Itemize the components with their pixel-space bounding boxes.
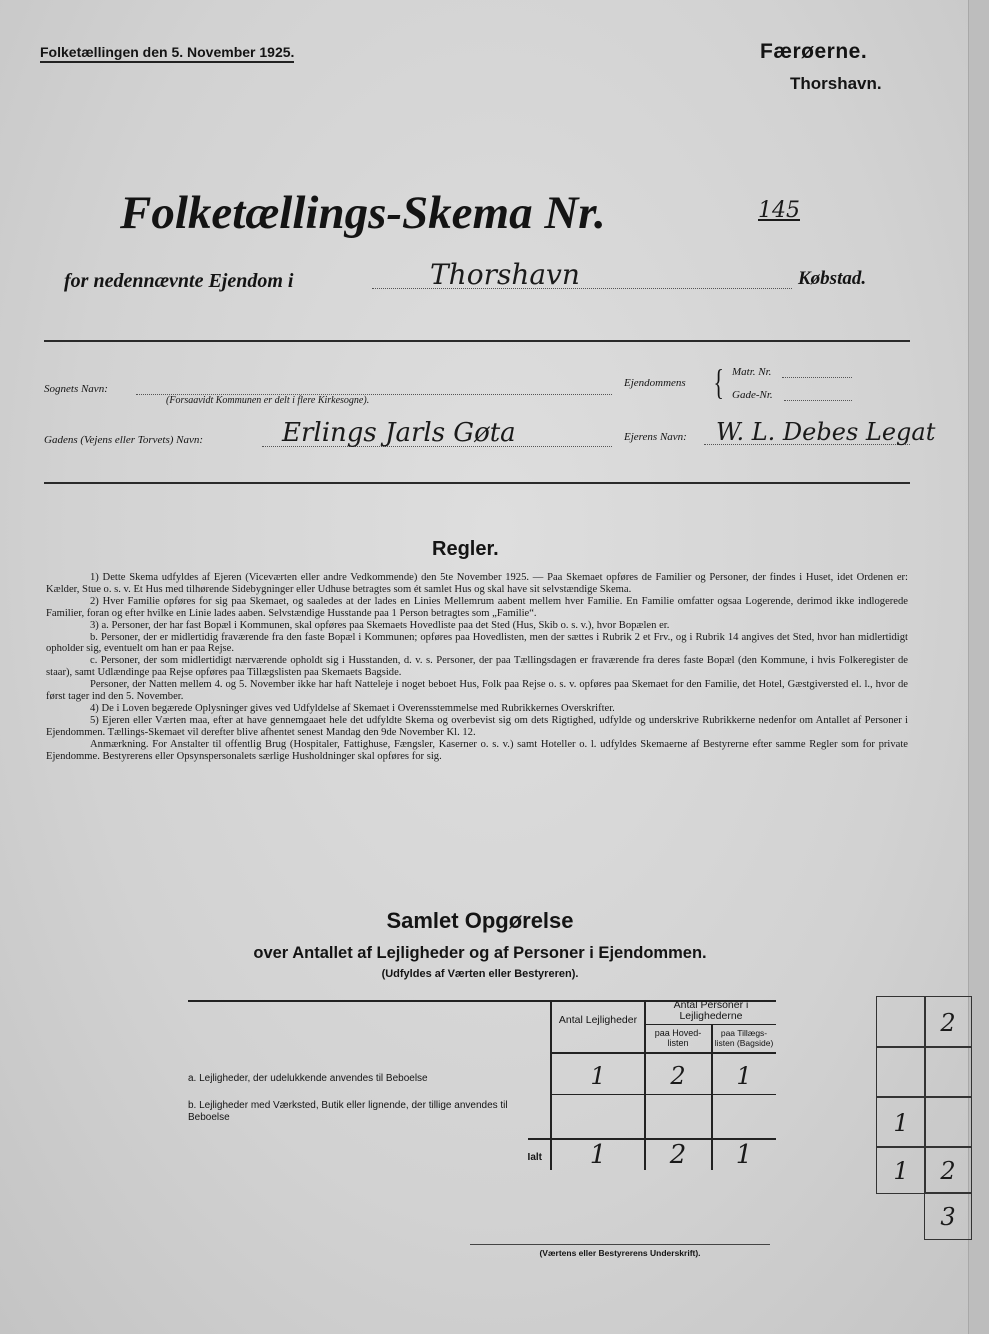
property-label: Ejendommens	[624, 377, 686, 389]
table-row-a-label: a. Lejligheder, der udelukkende anvendes til Beboelse	[188, 1073, 428, 1084]
table-row-b-label: b. Lejligheder med Værksted, Butik eller lignende, der tillige anvendes til Beboelse	[188, 1100, 508, 1123]
margin-cell-4	[924, 1046, 972, 1098]
rule-3a: 3) a. Personer, der har fast Bopæl i Kommunen, skal opføres paa Skemaets Hovedliste paa det Sted (Hus, Skib o. s. v.), hvor Bopælen er.	[90, 619, 670, 631]
col-header-main-list: paa Hoved-listen	[654, 1028, 702, 1048]
rule-3b: b. Personer, der er midlertidig fraværende fra den faste Bopæl i Kommunen; opføres paa Hovedlisten, men der sættes i Rubrik 2 et Frv., og i Rubrik 14 angives det Sted, hvor han midlertidigt opholder sig, eventuelt om han er paa Rejse.	[46, 631, 908, 655]
census-date-line: Folketællingen den 5. November 1925.	[40, 44, 294, 63]
margin-cell-1	[876, 996, 926, 1048]
gade-label: Gade-Nr.	[732, 389, 773, 401]
margin-cell-7: 1	[876, 1146, 926, 1194]
street-label: Gadens (Vejens eller Torvets) Navn:	[44, 434, 204, 446]
col-header-supp-list: paa Tillægs-listen (Bagside)	[714, 1028, 774, 1048]
total-main: 2	[669, 1140, 687, 1170]
margin-cell-3	[876, 1046, 926, 1098]
table-row-rule-1	[550, 1094, 776, 1095]
col-header-apartments: Antal Lejligheder	[558, 1014, 638, 1026]
owner-handwritten: W. L. Debes Legat	[716, 418, 936, 446]
gade-dotted-line	[784, 400, 852, 401]
summary-subheading: over Antallet af Lejligheder og af Personer i Ejendommen.	[253, 944, 707, 962]
for-property-line: for nedennævnte Ejendom i	[64, 270, 294, 292]
rule-3-night: Personer, der Natten mellem 4. og 5. November ikke har haft Natteleje i noget beboet Hus, Folk paa Rejse o. s. v. opføres paa Skemaet for den Familie, det Hotel, Gæstgiversted el. l., hvor de først tager ind den 5. November.	[46, 679, 908, 703]
rules-text	[46, 572, 908, 763]
margin-cell-9: 3	[924, 1192, 972, 1240]
table-subhead-rule	[645, 1024, 776, 1025]
row-a-supp: 1	[736, 1062, 752, 1090]
matr-label: Matr. Nr.	[732, 366, 772, 378]
margin-cell-2: 2	[924, 996, 972, 1048]
town-label: Thorshavn.	[790, 74, 882, 93]
margin-cell-8: 2	[924, 1146, 972, 1194]
region-label: Færøerne.	[760, 40, 868, 63]
place-handwritten: Thorshavn	[430, 258, 580, 291]
rule-1: 1) Dette Skema udfyldes af Ejeren (Viceværten eller andre Vedkommende) den 5te November 1925. — Paa Skemaet opføres de Familier og Personer, der findes i Huset, idet Ordenen er: Kælder, Stue o. s. v. Et Hus med tilhørende Sidebygninger eller Udhuse betragtes som ét samlet Hus og skal have sit selvstændige Skema.	[46, 572, 908, 595]
row-a-main: 2	[670, 1062, 686, 1090]
owner-label: Ejerens Navn:	[624, 431, 687, 443]
rule-3c: c. Personer, der som midlertidigt nærværende opholdt sig i Husstanden, d. v. s. Personer, der paa Tællingsdagen er fraværende fra deres faste Bopæl (den Kommune, i hvis Folkeregister de staar), samt Udlændinge paa Rejse opføres paa Tillægslisten paa Skemaets Bagside.	[46, 655, 908, 679]
table-col-divider-1	[550, 1000, 552, 1170]
parish-label: Sognets Navn:	[44, 383, 108, 395]
divider-middle	[44, 482, 910, 484]
divider-top	[44, 340, 910, 342]
summary-note: (Udfyldes af Værten eller Bestyreren).	[381, 968, 579, 980]
summary-heading: Samlet Opgørelse	[386, 908, 574, 933]
col-header-persons: Antal Personer i Lejlighederne	[673, 999, 749, 1022]
total-supp: 1	[735, 1140, 753, 1170]
total-label: Ialt	[527, 1152, 542, 1163]
rule-remark: Anmærkning. For Anstalter til offentlig Brug (Hospitaler, Fattighuse, Fængsler, Kaserner o. s. v.) samt Hoteller o. l. udfyldes Skemaerne af Bestyrerne efter samme Regler som for private Ejendomme. Bestyrerens eller Opsynspersonalets særlige Husholdninger skal opføres for sig.	[46, 738, 908, 762]
rule-5: 5) Ejeren eller Værten maa, efter at have gennemgaaet hele det udfyldte Skema og overbevist sig om dets Rigtighed, udfylde og underskrive Rubrikkerne nedenfor om Antallet af Personer i Ejendommen. Tællings-Skemaet vil derefter blive afhentet senest Mandag den 9de November Kl. 12.	[46, 714, 908, 738]
parish-note: (Forsaavidt Kommunen er delt i flere Kirkesogne).	[166, 395, 370, 406]
margin-cell-5: 1	[876, 1096, 926, 1148]
street-handwritten: Erlings Jarls Gøta	[282, 418, 516, 448]
matr-dotted-line	[782, 377, 852, 378]
form-title: Folketællings-Skema Nr.	[120, 187, 606, 239]
table-header-rule	[550, 1052, 776, 1054]
total-apartments: 1	[589, 1140, 607, 1170]
rule-2: 2) Hver Familie opføres for sig paa Skemaet, og saaledes at der lades en Linies Mellemrum aabent mellem hver Familie. En Familie omfatter ogsaa Logerende, derimod ikke indlogerede Familier, foran og efter hvilke en Linie lades aaben. Selvstændige Husstande paa 1 Person betragtes som „Familie“.	[46, 595, 908, 619]
rule-4: 4) De i Loven begærede Oplysninger gives ved Udfyldelse af Skemaet i Overensstemmelse med Rubrikkernes Overskrifter.	[90, 702, 615, 714]
margin-cell-6	[924, 1096, 972, 1148]
form-number-handwritten: 145	[758, 198, 800, 223]
rules-heading: Regler.	[432, 538, 499, 560]
brace: {	[713, 362, 724, 402]
signature-line	[470, 1244, 770, 1245]
row-a-apartments: 1	[590, 1062, 606, 1090]
town-type-label: Købstad.	[798, 268, 867, 289]
signature-label: (Værtens eller Bestyrerens Underskrift).	[539, 1248, 701, 1258]
